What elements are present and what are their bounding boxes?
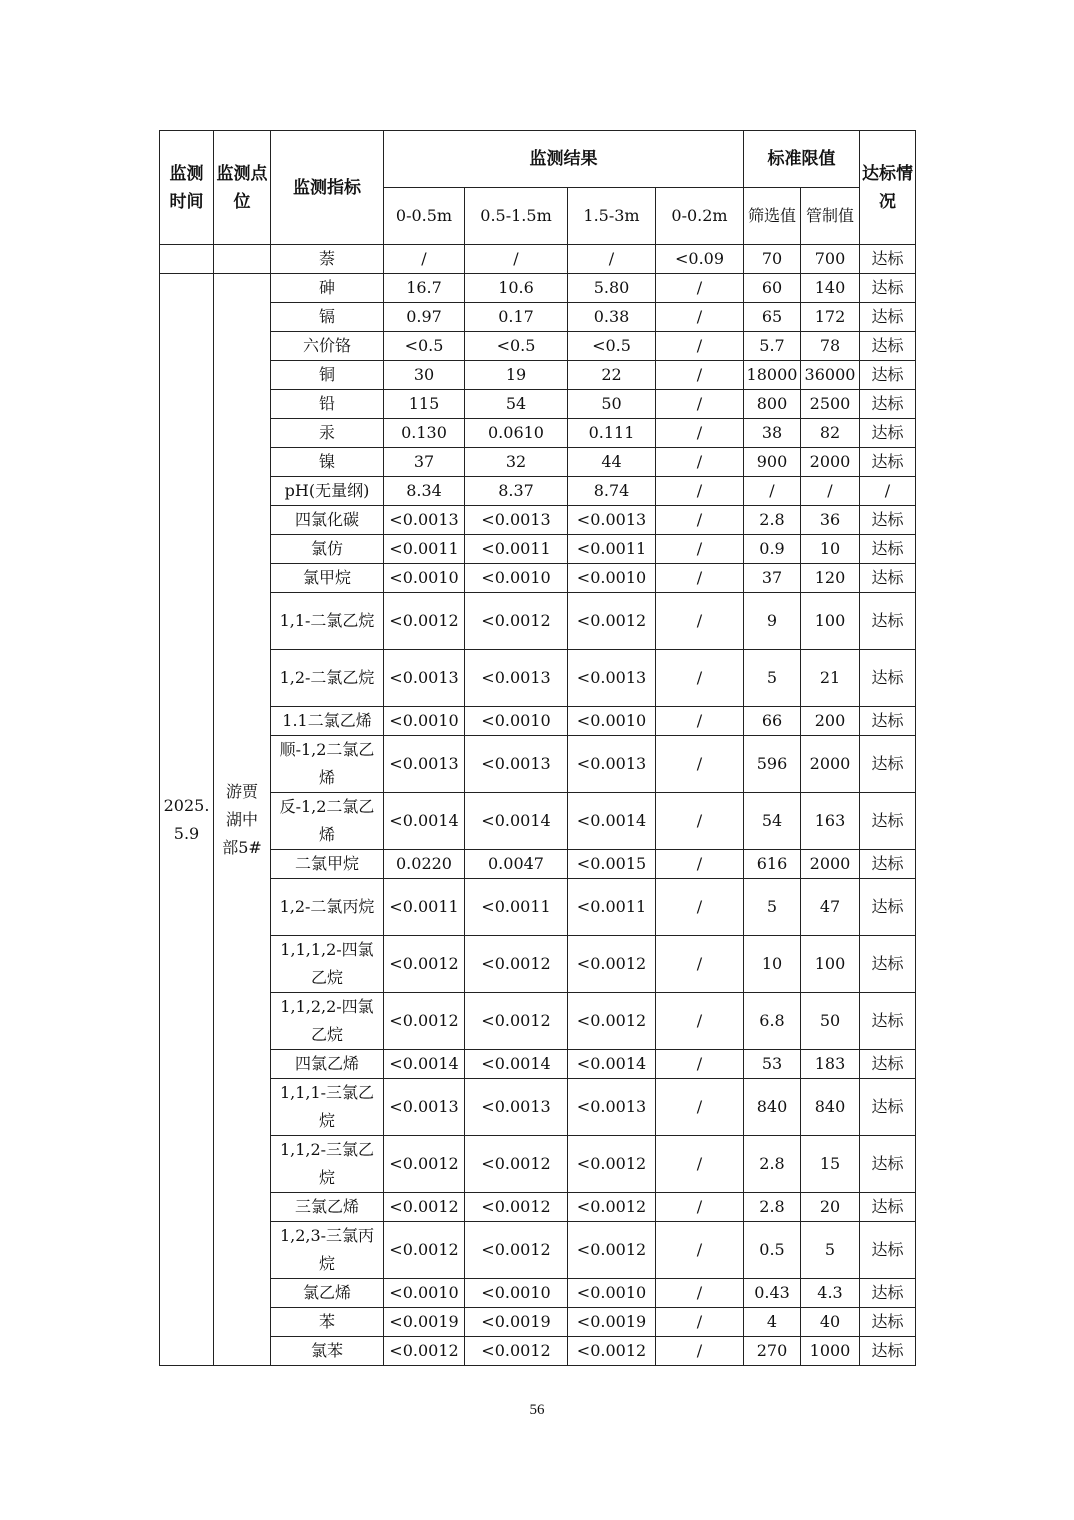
screen-value: 66 [744, 707, 801, 736]
table-row [160, 707, 916, 736]
value-depth-2: <0.0013 [465, 1079, 568, 1136]
indicator-name: 1,1-二氯乙烷 [271, 593, 384, 650]
value-depth-4: / [656, 1193, 744, 1222]
table-row [160, 332, 916, 361]
value-depth-1: 0.0220 [384, 850, 465, 879]
value-depth-3: <0.0012 [568, 993, 656, 1050]
control-value: 183 [801, 1050, 860, 1079]
header-depth-2: 0.5-1.5m [465, 188, 568, 245]
table-row [160, 419, 916, 448]
screen-value: 5 [744, 879, 801, 936]
value-depth-4: / [656, 1222, 744, 1279]
table-row [160, 477, 916, 506]
status-value: 达标 [860, 736, 916, 793]
table-row [160, 1193, 916, 1222]
indicator-name: 1,2-二氯乙烷 [271, 650, 384, 707]
value-depth-3: <0.0013 [568, 736, 656, 793]
indicator-name: 二氯甲烷 [271, 850, 384, 879]
status-value: / [860, 477, 916, 506]
status-value: 达标 [860, 448, 916, 477]
status-value: 达标 [860, 245, 916, 274]
value-depth-4: / [656, 564, 744, 593]
control-value: 700 [801, 245, 860, 274]
value-depth-3: <0.0011 [568, 879, 656, 936]
header-depth-3: 1.5-3m [568, 188, 656, 245]
indicator-name: 1,2-二氯丙烷 [271, 879, 384, 936]
value-depth-2: <0.0012 [465, 1222, 568, 1279]
control-value: 1000 [801, 1337, 860, 1366]
status-value: 达标 [860, 303, 916, 332]
table-row [160, 593, 916, 650]
indicator-name: 1.1二氯乙烯 [271, 707, 384, 736]
value-depth-2: <0.0012 [465, 1136, 568, 1193]
status-value: 达标 [860, 850, 916, 879]
status-value: 达标 [860, 1308, 916, 1337]
value-depth-3: <0.0014 [568, 1050, 656, 1079]
value-depth-2: 0.0610 [465, 419, 568, 448]
screen-value: 54 [744, 793, 801, 850]
table-row [160, 1222, 916, 1279]
indicator-name: 苯 [271, 1308, 384, 1337]
value-depth-2: <0.0012 [465, 993, 568, 1050]
control-value: 163 [801, 793, 860, 850]
header-point: 监测点位 [214, 131, 271, 245]
table-row [160, 535, 916, 564]
control-value: 2500 [801, 390, 860, 419]
indicator-name: 1,1,2,2-四氯乙烷 [271, 993, 384, 1050]
status-value: 达标 [860, 593, 916, 650]
control-value: 120 [801, 564, 860, 593]
value-depth-1: <0.0012 [384, 993, 465, 1050]
status-value: 达标 [860, 390, 916, 419]
indicator-name: 反-1,2二氯乙烯 [271, 793, 384, 850]
value-depth-4: / [656, 793, 744, 850]
value-depth-4: / [656, 390, 744, 419]
status-value: 达标 [860, 707, 916, 736]
indicator-name: 镍 [271, 448, 384, 477]
indicator-name: 1,1,1,2-四氯乙烷 [271, 936, 384, 993]
indicator-name: 四氯乙烯 [271, 1050, 384, 1079]
control-value: 100 [801, 936, 860, 993]
control-value: 50 [801, 993, 860, 1050]
value-depth-3: <0.0011 [568, 535, 656, 564]
indicator-name: 萘 [271, 245, 384, 274]
status-value: 达标 [860, 535, 916, 564]
value-depth-3: 0.38 [568, 303, 656, 332]
table-row [160, 564, 916, 593]
value-depth-2: <0.0013 [465, 736, 568, 793]
screen-value: 0.43 [744, 1279, 801, 1308]
screen-value: 0.9 [744, 535, 801, 564]
value-depth-2: 19 [465, 361, 568, 390]
table-row [160, 736, 916, 793]
value-depth-4: / [656, 1079, 744, 1136]
value-depth-1: <0.0010 [384, 707, 465, 736]
screen-value: 0.5 [744, 1222, 801, 1279]
control-value: 21 [801, 650, 860, 707]
screen-value: 4 [744, 1308, 801, 1337]
indicator-name: 顺-1,2二氯乙烯 [271, 736, 384, 793]
control-value: 2000 [801, 448, 860, 477]
control-value: 20 [801, 1193, 860, 1222]
table-row [160, 245, 916, 274]
status-value: 达标 [860, 419, 916, 448]
screen-value: 38 [744, 419, 801, 448]
control-value: 5 [801, 1222, 860, 1279]
value-depth-4: / [656, 736, 744, 793]
control-value: 100 [801, 593, 860, 650]
status-value: 达标 [860, 274, 916, 303]
value-depth-2: <0.0012 [465, 1193, 568, 1222]
value-depth-3: 0.111 [568, 419, 656, 448]
value-depth-4: / [656, 993, 744, 1050]
value-depth-2: <0.0014 [465, 793, 568, 850]
value-depth-1: <0.0010 [384, 1279, 465, 1308]
control-value: 47 [801, 879, 860, 936]
control-value: 82 [801, 419, 860, 448]
control-value: 2000 [801, 736, 860, 793]
screen-value: 5 [744, 650, 801, 707]
table-row [160, 1308, 916, 1337]
value-depth-3: / [568, 245, 656, 274]
control-value: 200 [801, 707, 860, 736]
status-value: 达标 [860, 1193, 916, 1222]
status-value: 达标 [860, 1337, 916, 1366]
value-depth-2: <0.0010 [465, 707, 568, 736]
value-depth-1: <0.0011 [384, 535, 465, 564]
indicator-name: 1,1,1-三氯乙烷 [271, 1079, 384, 1136]
control-value: 15 [801, 1136, 860, 1193]
value-depth-4: <0.09 [656, 245, 744, 274]
value-depth-3: 8.74 [568, 477, 656, 506]
value-depth-1: <0.0012 [384, 936, 465, 993]
value-depth-2: 10.6 [465, 274, 568, 303]
value-depth-3: <0.0012 [568, 1193, 656, 1222]
value-depth-3: <0.0010 [568, 564, 656, 593]
value-depth-1: <0.0014 [384, 793, 465, 850]
value-depth-1: <0.0011 [384, 879, 465, 936]
status-value: 达标 [860, 1222, 916, 1279]
status-value: 达标 [860, 1079, 916, 1136]
status-value: 达标 [860, 1136, 916, 1193]
value-depth-2: <0.0011 [465, 879, 568, 936]
value-depth-2: <0.0014 [465, 1050, 568, 1079]
value-depth-3: <0.0014 [568, 793, 656, 850]
header-control: 管制值 [801, 188, 860, 245]
screen-value: 10 [744, 936, 801, 993]
table-row [160, 303, 916, 332]
value-depth-2: 0.0047 [465, 850, 568, 879]
value-depth-1: <0.0019 [384, 1308, 465, 1337]
value-depth-2: <0.0013 [465, 506, 568, 535]
status-value: 达标 [860, 936, 916, 993]
value-depth-3: <0.0012 [568, 1222, 656, 1279]
value-depth-4: / [656, 419, 744, 448]
table-row [160, 361, 916, 390]
value-depth-4: / [656, 1308, 744, 1337]
value-depth-4: / [656, 332, 744, 361]
value-depth-2: <0.0012 [465, 593, 568, 650]
screen-value: / [744, 477, 801, 506]
value-depth-1: <0.0012 [384, 1222, 465, 1279]
value-depth-2: <0.0010 [465, 564, 568, 593]
value-depth-3: <0.0013 [568, 506, 656, 535]
status-value: 达标 [860, 879, 916, 936]
value-depth-1: <0.0012 [384, 1136, 465, 1193]
indicator-name: 汞 [271, 419, 384, 448]
value-depth-2: <0.0011 [465, 535, 568, 564]
value-depth-4: / [656, 506, 744, 535]
indicator-name: 氯仿 [271, 535, 384, 564]
table-row [160, 390, 916, 419]
value-depth-2: <0.0013 [465, 650, 568, 707]
value-depth-1: / [384, 245, 465, 274]
header-standard: 标准限值 [744, 131, 860, 188]
control-value: / [801, 477, 860, 506]
control-value: 2000 [801, 850, 860, 879]
screen-value: 2.8 [744, 1193, 801, 1222]
status-value: 达标 [860, 332, 916, 361]
value-depth-1: <0.0013 [384, 506, 465, 535]
value-depth-3: <0.0019 [568, 1308, 656, 1337]
indicator-name: 氯甲烷 [271, 564, 384, 593]
table-row [160, 1279, 916, 1308]
value-depth-3: <0.0012 [568, 593, 656, 650]
header-indicator: 监测指标 [271, 131, 384, 245]
table-row [160, 993, 916, 1050]
table-body [160, 245, 916, 1366]
value-depth-4: / [656, 707, 744, 736]
value-depth-1: <0.0013 [384, 1079, 465, 1136]
header-depth-1: 0-0.5m [384, 188, 465, 245]
value-depth-1: 0.130 [384, 419, 465, 448]
value-depth-2: <0.5 [465, 332, 568, 361]
screen-value: 18000 [744, 361, 801, 390]
value-depth-2: <0.0012 [465, 1337, 568, 1366]
value-depth-1: <0.0012 [384, 593, 465, 650]
value-depth-1: 0.97 [384, 303, 465, 332]
indicator-name: pH(无量纲) [271, 477, 384, 506]
table-row [160, 936, 916, 993]
value-depth-1: <0.0013 [384, 650, 465, 707]
header-time: 监测时间 [160, 131, 214, 245]
table-row [160, 448, 916, 477]
screen-value: 53 [744, 1050, 801, 1079]
value-depth-3: <0.0012 [568, 1136, 656, 1193]
control-value: 40 [801, 1308, 860, 1337]
value-depth-3: <0.0015 [568, 850, 656, 879]
indicator-name: 三氯乙烯 [271, 1193, 384, 1222]
value-depth-4: / [656, 1050, 744, 1079]
value-depth-4: / [656, 1136, 744, 1193]
value-depth-1: <0.0010 [384, 564, 465, 593]
value-depth-4: / [656, 879, 744, 936]
status-value: 达标 [860, 564, 916, 593]
screen-value: 616 [744, 850, 801, 879]
indicator-name: 铜 [271, 361, 384, 390]
value-depth-3: 50 [568, 390, 656, 419]
control-value: 840 [801, 1079, 860, 1136]
value-depth-4: / [656, 1337, 744, 1366]
screen-value: 5.7 [744, 332, 801, 361]
screen-value: 840 [744, 1079, 801, 1136]
status-value: 达标 [860, 1050, 916, 1079]
value-depth-3: <0.0010 [568, 707, 656, 736]
indicator-name: 镉 [271, 303, 384, 332]
screen-value: 6.8 [744, 993, 801, 1050]
value-depth-4: / [656, 650, 744, 707]
screen-value: 800 [744, 390, 801, 419]
monitoring-table [159, 130, 916, 1366]
table-row [160, 1050, 916, 1079]
screen-value: 2.8 [744, 506, 801, 535]
table-row [160, 879, 916, 936]
control-value: 10 [801, 535, 860, 564]
value-depth-4: / [656, 535, 744, 564]
value-depth-2: <0.0019 [465, 1308, 568, 1337]
value-depth-1: <0.0013 [384, 736, 465, 793]
monitoring-location: 游贾湖中部5# [214, 274, 271, 1366]
table-row [160, 650, 916, 707]
value-depth-4: / [656, 1279, 744, 1308]
value-depth-2: 0.17 [465, 303, 568, 332]
value-depth-3: <0.0013 [568, 1079, 656, 1136]
value-depth-2: 8.37 [465, 477, 568, 506]
screen-value: 65 [744, 303, 801, 332]
table-row [160, 506, 916, 535]
value-depth-3: 44 [568, 448, 656, 477]
value-depth-1: <0.0012 [384, 1193, 465, 1222]
screen-value: 70 [744, 245, 801, 274]
table-row [160, 850, 916, 879]
value-depth-4: / [656, 477, 744, 506]
header-depth-4: 0-0.2m [656, 188, 744, 245]
value-depth-4: / [656, 593, 744, 650]
indicator-name: 砷 [271, 274, 384, 303]
indicator-name: 1,2,3-三氯丙烷 [271, 1222, 384, 1279]
value-depth-1: 115 [384, 390, 465, 419]
control-value: 78 [801, 332, 860, 361]
status-value: 达标 [860, 650, 916, 707]
value-depth-2: / [465, 245, 568, 274]
value-depth-2: <0.0012 [465, 936, 568, 993]
header-results: 监测结果 [384, 131, 744, 188]
value-depth-3: <0.5 [568, 332, 656, 361]
value-depth-1: 8.34 [384, 477, 465, 506]
status-value: 达标 [860, 506, 916, 535]
indicator-name: 铅 [271, 390, 384, 419]
screen-value: 596 [744, 736, 801, 793]
value-depth-4: / [656, 448, 744, 477]
value-depth-4: / [656, 274, 744, 303]
table-row [160, 1337, 916, 1366]
value-depth-1: 37 [384, 448, 465, 477]
screen-value: 2.8 [744, 1136, 801, 1193]
value-depth-2: <0.0010 [465, 1279, 568, 1308]
value-depth-2: 32 [465, 448, 568, 477]
indicator-name: 六价铬 [271, 332, 384, 361]
table-row [160, 1136, 916, 1193]
control-value: 4.3 [801, 1279, 860, 1308]
value-depth-3: <0.0012 [568, 936, 656, 993]
value-depth-3: <0.0013 [568, 650, 656, 707]
screen-value: 37 [744, 564, 801, 593]
value-depth-4: / [656, 361, 744, 390]
table-row [160, 793, 916, 850]
control-value: 36 [801, 506, 860, 535]
indicator-name: 氯乙烯 [271, 1279, 384, 1308]
header-screen: 筛选值 [744, 188, 801, 245]
indicator-name: 四氯化碳 [271, 506, 384, 535]
control-value: 36000 [801, 361, 860, 390]
value-depth-1: <0.0012 [384, 1337, 465, 1366]
control-value: 172 [801, 303, 860, 332]
screen-value: 270 [744, 1337, 801, 1366]
monitoring-date: 2025.5.9 [160, 274, 214, 1366]
screen-value: 9 [744, 593, 801, 650]
value-depth-1: <0.5 [384, 332, 465, 361]
indicator-name: 氯苯 [271, 1337, 384, 1366]
value-depth-3: <0.0010 [568, 1279, 656, 1308]
value-depth-3: 22 [568, 361, 656, 390]
indicator-name: 1,1,2-三氯乙烷 [271, 1136, 384, 1193]
screen-value: 900 [744, 448, 801, 477]
control-value: 140 [801, 274, 860, 303]
value-depth-4: / [656, 850, 744, 879]
status-value: 达标 [860, 361, 916, 390]
value-depth-1: 30 [384, 361, 465, 390]
page-number: 56 [529, 1402, 545, 1418]
value-depth-1: 16.7 [384, 274, 465, 303]
status-value: 达标 [860, 993, 916, 1050]
value-depth-3: <0.0012 [568, 1337, 656, 1366]
value-depth-4: / [656, 303, 744, 332]
value-depth-4: / [656, 936, 744, 993]
value-depth-2: 54 [465, 390, 568, 419]
table-row [160, 274, 916, 303]
header-status: 达标情况 [860, 131, 916, 245]
status-value: 达标 [860, 793, 916, 850]
table-row [160, 1079, 916, 1136]
value-depth-1: <0.0014 [384, 1050, 465, 1079]
value-depth-3: 5.80 [568, 274, 656, 303]
screen-value: 60 [744, 274, 801, 303]
status-value: 达标 [860, 1279, 916, 1308]
